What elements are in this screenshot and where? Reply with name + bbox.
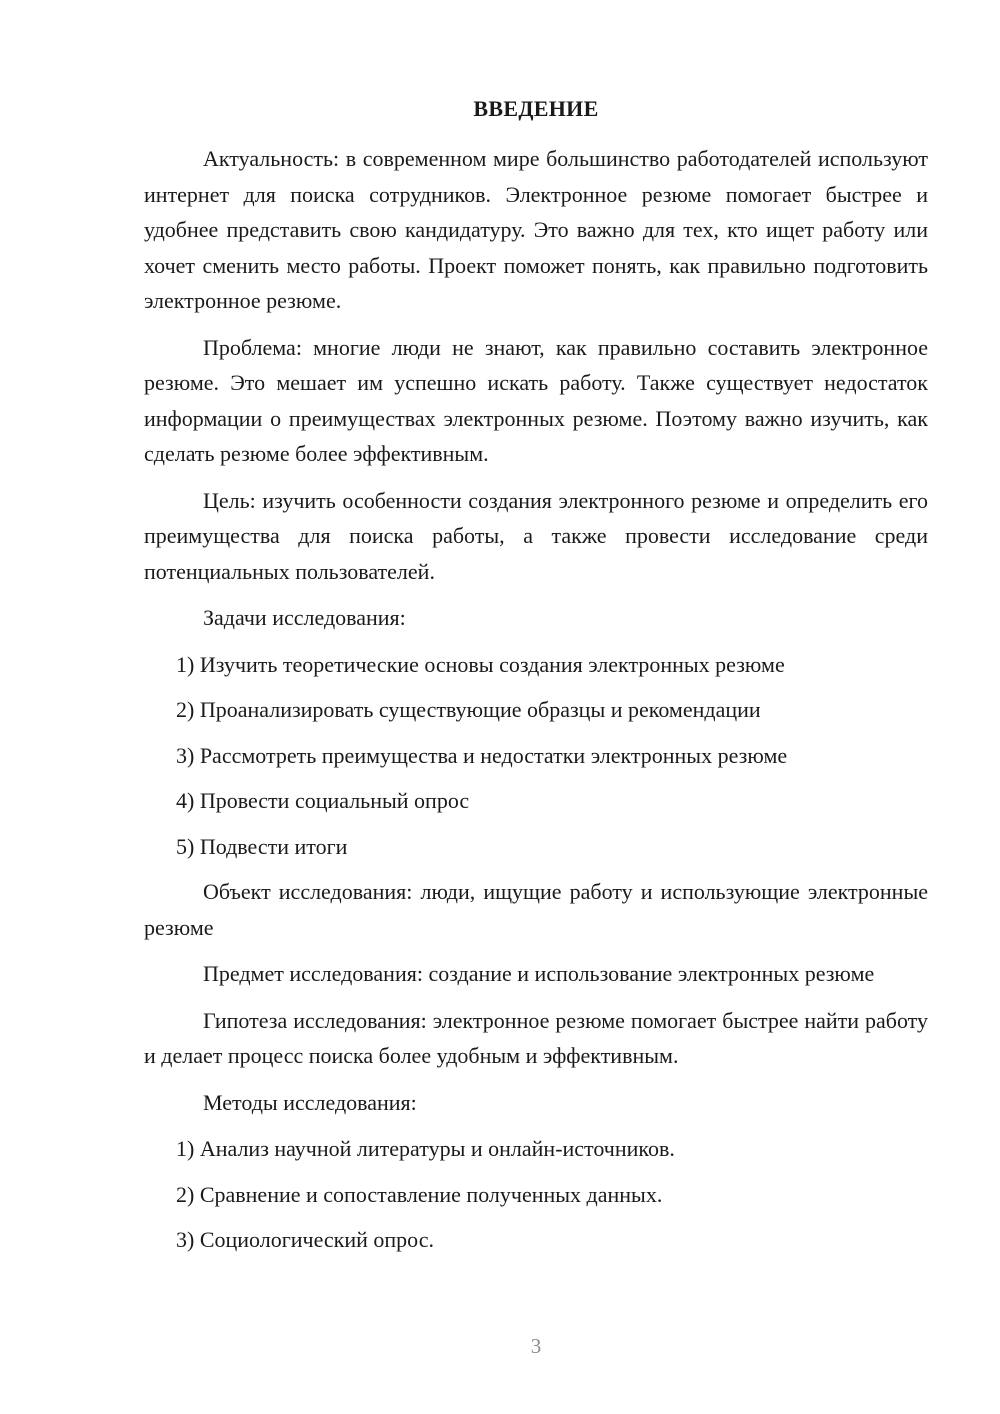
subject-paragraph: Предмет исследования: создание и использование электронных резюме — [203, 961, 875, 986]
goal-paragraph: Цель: изучить особенности создания электронного резюме и определить его преимущества для поиска работы, а также провести исследование среди потенциальных пользователей. — [144, 487, 928, 584]
page-number: 3 — [530, 1334, 542, 1358]
page-title: ВВЕДЕНИЕ — [473, 96, 599, 121]
tasks-heading: Задачи исследования: — [203, 605, 406, 630]
problem-paragraph: Проблема: многие люди не знают, как правильно составить электронное резюме. Это мешает им успешно искать работу. Также существует недостаток информации о преимуществах электронных резюме. Поэтому важно изучить, как сделать резюме более эффективным. — [144, 334, 928, 466]
body-text — [144, 141, 928, 1268]
hypothesis-paragraph: Гипотеза исследования: электронное резюме помогает быстрее найти работу и делает процесс поиска более удобным и эффективным. — [144, 1007, 928, 1068]
list-item: 2) Сравнение и сопоставление полученных данных. — [176, 1181, 663, 1207]
list-item: 1) Изучить теоретические основы создания электронных резюме — [176, 651, 785, 677]
list-item: 2) Проанализировать существующие образцы и рекомендации — [176, 697, 761, 722]
list-item: 4) Провести социальный опрос — [176, 788, 470, 813]
list-item: 1) Анализ научной литературы и онлайн-источников. — [176, 1136, 675, 1161]
tasks-list — [144, 647, 928, 865]
list-item: 3) Социологический опрос. — [176, 1227, 434, 1252]
object-paragraph: Объект исследования: люди, ищущие работу и использующие электронные резюме — [144, 879, 928, 940]
list-item: 3) Рассмотреть преимущества и недостатки электронных резюме — [176, 742, 788, 768]
methods-heading: Методы исследования: — [203, 1089, 417, 1115]
list-item: 5) Подвести итоги — [176, 833, 348, 859]
methods-list — [144, 1131, 928, 1258]
relevance-paragraph: Актуальность: в современном мире большинство работодателей используют интернет для поиска сотрудников. Электронное резюме помогает быстрее и удобнее представить свою кандидатуру. Это важно для тех, кто ищет работу или хочет сменить место работы. Проект поможет понять, как правильно подготовить электронное резюме. — [144, 146, 928, 313]
